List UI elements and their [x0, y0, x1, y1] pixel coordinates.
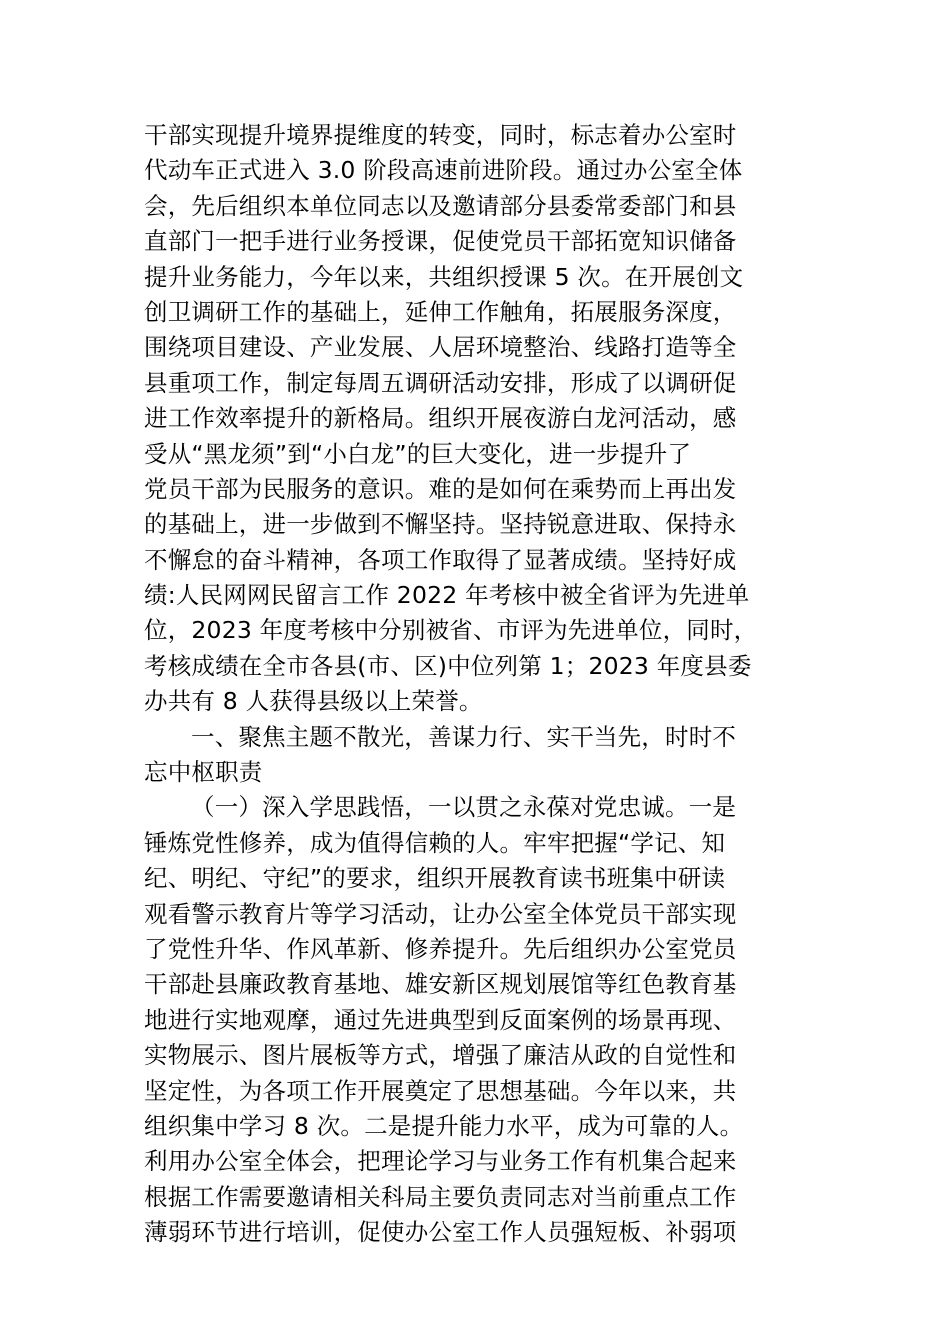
text-line: 县重项工作，制定每周五调研活动安排，形成了以调研促	[144, 368, 737, 397]
document-body	[144, 118, 808, 1251]
text-line: 考核成绩在全市各县(市、区)中位列第 1；2023 年度县委	[144, 651, 752, 680]
paragraph-2	[144, 790, 808, 1250]
text-line: 组织集中学习 8 次。二是提升能力水平，成为可靠的人。	[144, 1111, 744, 1140]
text-line: 党员干部为民服务的意识。难的是如何在乘势而上再出发	[144, 474, 737, 503]
text-line: 办共有 8 人获得县级以上荣誉。	[144, 687, 483, 716]
text-line: 受从“黑龙须”到“小白龙”的巨大变化，进一步提升了	[144, 439, 692, 468]
text-line: 位，2023 年度考核中分别被省、市评为先进单位，同时，	[144, 616, 758, 645]
text-line: 坚定性，为各项工作开展奠定了思想基础。今年以来，共	[144, 1076, 737, 1105]
text-line: 地进行实地观摩，通过先进典型到反面案例的场景再现、	[144, 1005, 737, 1034]
text-line: 直部门一把手进行业务授课，促使党员干部拓宽知识储备	[144, 227, 737, 256]
text-line: 实物展示、图片展板等方式，增强了廉洁从政的自觉性和	[144, 1041, 737, 1070]
text-line: 了党性升华、作风革新、修养提升。先后组织办公室党员	[144, 934, 737, 963]
text-line: 进工作效率提升的新格局。组织开展夜游白龙河活动，感	[144, 404, 737, 433]
text-line: 利用办公室全体会，把理论学习与业务工作有机集合起来	[144, 1147, 737, 1176]
text-line: 的基础上，进一步做到不懈坚持。坚持锐意进取、保持永	[144, 510, 737, 539]
paragraph-1	[144, 118, 808, 720]
text-line: 会，先后组织本单位同志以及邀请部分县委常委部门和县	[144, 191, 737, 220]
text-line: 薄弱环节进行培训，促使办公室工作人员强短板、补弱项	[144, 1218, 737, 1247]
text-line: 锤炼党性修养，成为值得信赖的人。牢牢把握“学记、知	[144, 828, 726, 857]
text-line: 观看警示教育片等学习活动，让办公室全体党员干部实现	[144, 899, 737, 928]
section-heading	[144, 720, 808, 791]
heading-line: 一、聚焦主题不散光，善谋力行、实干当先，时时不	[191, 722, 737, 751]
text-line: 不懈怠的奋斗精神，各项工作取得了显著成绩。坚持好成	[144, 545, 737, 574]
text-line: （一）深入学思践悟，一以贯之永葆对党忠诚。一是	[191, 793, 737, 822]
text-line: 根据工作需要邀请相关科局主要负责同志对当前重点工作	[144, 1182, 737, 1211]
heading-line: 忘中枢职责	[144, 758, 263, 787]
text-line: 提升业务能力，今年以来，共组织授课 5 次。在开展创文	[144, 262, 744, 291]
text-line: 代动车正式进入 3.0 阶段高速前进阶段。通过办公室全体	[144, 156, 743, 185]
text-line: 围绕项目建设、产业发展、人居环境整治、线路打造等全	[144, 333, 737, 362]
text-line: 绩:人民网网民留言工作 2022 年考核中被全省评为先进单	[144, 581, 750, 610]
text-line: 干部实现提升境界提维度的转变，同时，标志着办公室时	[144, 121, 737, 149]
text-line: 创卫调研工作的基础上，延伸工作触角，拓展服务深度，	[144, 297, 737, 326]
text-line: 干部赴县廉政教育基地、雄安新区规划展馆等红色教育基	[144, 970, 737, 999]
text-line: 纪、明纪、守纪”的要求，组织开展教育读书班集中研读	[144, 864, 726, 893]
